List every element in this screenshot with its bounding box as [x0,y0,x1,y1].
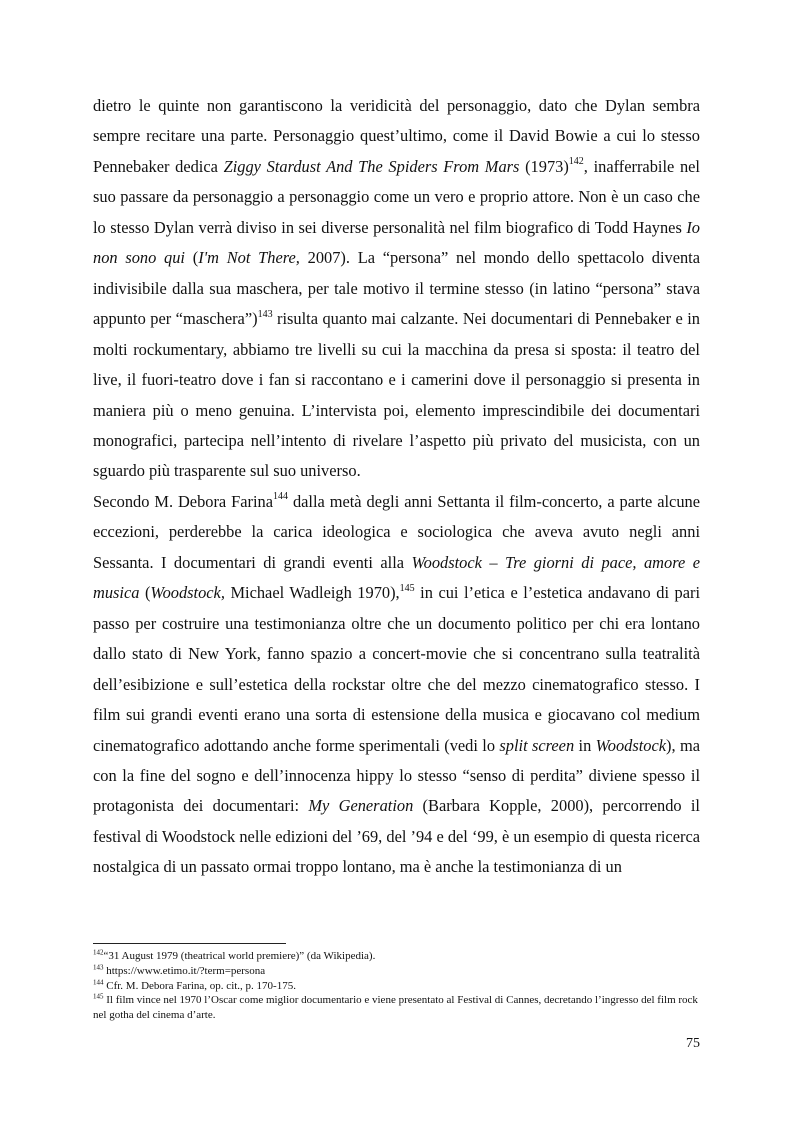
film-title-my-generation: My Generation [308,796,414,816]
paragraph-1-text: (1973) [519,156,569,176]
footnote-142 [93,949,705,964]
paragraph-1 [93,91,700,487]
paragraph-2-text: Secondo M. Debora Farina [93,491,274,511]
paragraph-1-text: ( [184,248,199,268]
paragraph-2-text: (Barbara Kopple, 2000), percorrendo il festival di Woodstock nelle edizioni del ’69, del ’94 e del ‘99, è un esempio di questa ricerca nostalgica di un passato ormai troppo lontano, ma è anche la testimonianza di un [93,796,700,877]
paragraph-2-text: ), ma con la fine del sogno e dell’innocenza hippy lo stesso “senso di perdita” diviene spesso il protagonista dei documentari: [93,735,700,816]
paragraph-1-text: , inafferrabile nel suo passare da personaggio a personaggio come un vero e proprio attore. Non è un caso che lo stesso Dylan verrà diviso in sei diverse personalità nel film biografico di Todd Haynes [93,156,700,237]
paragraph-2-text: Michael Wadleigh 1970), [224,583,400,603]
paragraph-1-text: dietro le quinte non garantiscono la veridicità del personaggio, dato che Dylan sembra sempre recitare una parte. Personaggio quest’ultimo, come il David Bowie a cui lo stesso Pennebaker dedica [93,96,700,176]
paragraph-1-text: 2007). La “persona” nel mondo dello spettacolo diventa indivisibile dalla sua maschera, per tale motivo il termine stesso (in latino “persona” stava appunto per “maschera”) [93,248,700,329]
footnote-144 [93,979,705,994]
film-title-ziggy-stardust: Ziggy Stardust And The Spiders From Mars [223,156,520,176]
footnote-text: Cfr. M. Debora Farina, op. cit., p. 170-175. [103,979,296,992]
paragraph-2-text: ( [139,583,151,603]
term-split-screen: split screen [499,735,575,755]
footnote-145 [93,993,705,1023]
footnote-text: Il film vince nel 1970 l’Oscar come miglior documentario e viene presentato al Festival di Cannes, decretando l’ingresso del film rock nel gotha del cinema d’arte. [93,994,698,1022]
footnote-link[interactable]: https://www.etimo.it/?term=persona [103,964,266,977]
paragraph-2-text: in [574,735,596,755]
footnote-text: “31 August 1979 (theatrical world premiere)” (da Wikipedia). [103,950,376,962]
footnote-number: 144 [93,977,104,986]
body-text [93,91,700,883]
footnote-number: 143 [93,963,104,972]
footnotes [93,949,705,1023]
paragraph-1-text: risulta quanto mai calzante. Nei documentari di Pennebaker e in molti rockumentary, abbiamo tre livelli su cui la macchina da presa si sposta: il teatro del live, il fuori-teatro dove i fan si raccontano e i camerini dove il personaggio si presenta in maniera più o meno genuina. L’intervista poi, elemento imprescindibile dei documentari monografici, partecipa nell’intento di rivelare l’aspetto più privato del musicista, con un sguardo più trasparente sul suo universo. [93,309,700,481]
footnote-143 [93,964,705,979]
film-title-io-non-sono-qui: Io non sono qui [93,217,700,268]
footnote-number: 145 [93,992,104,1001]
film-title-im-not-there: I'm Not There, [198,248,300,268]
film-title-woodstock-italian: Woodstock – Tre giorni di pace, amore e musica [93,552,700,603]
footnote-ref-143[interactable]: 143 [257,308,273,320]
footnote-number: 142 [93,948,104,957]
page-number: 75 [686,1036,700,1051]
footnote-separator [93,943,286,944]
footnote-ref-144[interactable]: 144 [273,491,289,503]
paragraph-2 [93,487,700,883]
paragraph-2-text: in cui l’etica e l’estetica andavano di pari passo per costruire una testimonianza oltre che un documento politico per chi era lontano dallo stato di New York, fanno spazio a concert-movie che si concentrano sulla teatralità dell’esibizione e sull’estetica della rockstar oltre che del mezzo cinematografico stesso. I film sui grandi eventi erano una sorta di estensione della musica e giocavano col medium cinematografico adottando anche forme sperimentali (vedi lo [93,583,701,755]
footnote-ref-142[interactable]: 142 [568,156,584,168]
paragraph-2-text: dalla metà degli anni Settanta il film-concerto, a parte alcune eccezioni, perderebbe la carica ideologica e sociologica che aveva avuto negli anni Sessanta. I documentari di grandi eventi alla [93,491,700,572]
film-title-woodstock: Woodstock [595,735,667,755]
film-title-woodstock: Woodstock, [150,583,225,603]
footnote-ref-145[interactable]: 145 [399,582,415,594]
